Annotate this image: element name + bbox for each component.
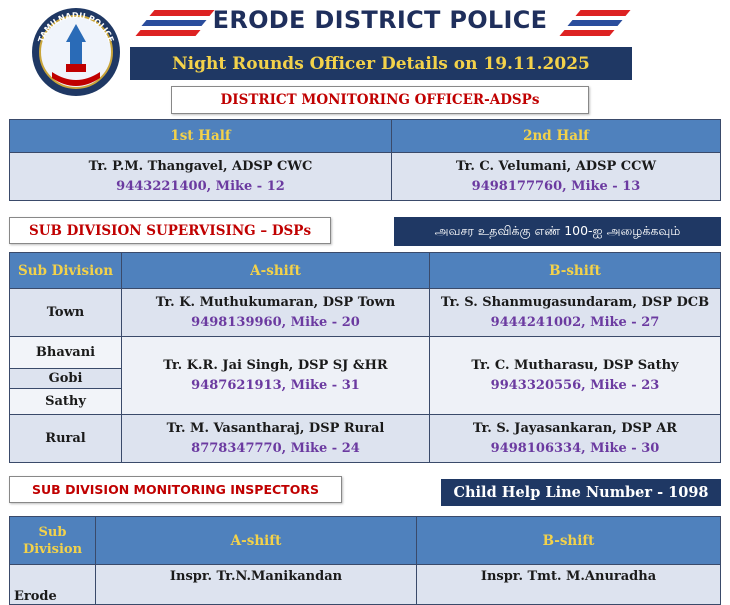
red-stripe-right-2 xyxy=(559,30,614,36)
adsp-header-second-half: 2nd Half xyxy=(392,120,721,153)
inspector-section-label: SUB DIVISION MONITORING INSPECTORS xyxy=(9,476,342,503)
logo-text: TAMILNADU POLICE xyxy=(36,10,116,44)
officer-contact: 8778347770, Mike - 24 xyxy=(191,440,360,456)
dsp-b-shift-cell xyxy=(430,415,721,463)
dsp-a-shift-cell xyxy=(122,337,430,415)
officer-name: Tr. M. Vasantharaj, DSP Rural xyxy=(166,420,385,436)
officer-name: Tr. K.R. Jai Singh, DSP SJ &HR xyxy=(163,357,388,373)
subdivision-town: Town xyxy=(10,289,122,337)
red-stripe-right xyxy=(575,10,630,16)
inspector-header-a-shift: A-shift xyxy=(96,517,417,565)
page-subtitle: Night Rounds Officer Details on 19.11.2025 xyxy=(130,47,632,80)
officer-name: Tr. S. Shanmugasundaram, DSP DCB xyxy=(440,294,710,310)
dsp-header-a-shift: A-shift xyxy=(122,253,430,289)
page-title: ERODE DISTRICT POLICE xyxy=(212,6,548,34)
officer-contact: 9943320556, Mike - 23 xyxy=(490,377,660,393)
officer-name: Tr. K. Muthukumaran, DSP Town xyxy=(155,294,396,310)
officer-contact: 9498177760, Mike - 13 xyxy=(471,178,641,194)
officer-name: Tr. S. Jayasankaran, DSP AR xyxy=(472,420,678,436)
subdivision-group xyxy=(10,337,122,415)
officer-contact: 9443221400, Mike - 12 xyxy=(116,178,285,194)
tamilnadu-police-emblem xyxy=(30,6,122,98)
dsp-header-subdivision: Sub Division xyxy=(10,253,122,289)
adsp-table xyxy=(9,119,721,201)
dsp-a-shift-cell xyxy=(122,415,430,463)
inspector-b-shift-cell xyxy=(417,565,721,605)
child-helpline: Child Help Line Number - 1098 xyxy=(441,479,721,506)
dsp-header-b-shift: B-shift xyxy=(430,253,721,289)
subdivision-erode xyxy=(10,565,96,605)
officer-name: Tr. C. Velumani, ADSP CCW xyxy=(455,158,657,174)
red-stripe-left-2 xyxy=(135,30,200,36)
officer-contact: 9498139960, Mike - 20 xyxy=(191,314,360,330)
adsp-second-half-cell xyxy=(392,153,721,201)
officer-name: Inspr. Tr.N.Manikandan xyxy=(169,569,343,584)
subdivision-gobi: Gobi xyxy=(10,369,121,389)
dsp-b-shift-cell xyxy=(430,337,721,415)
officer-contact: 9444241002, Mike - 27 xyxy=(490,314,660,330)
subdivision-rural: Rural xyxy=(10,415,122,463)
subdivision-erode-label: Erode xyxy=(14,589,57,604)
adsp-header-first-half: 1st Half xyxy=(10,120,392,153)
inspector-table xyxy=(9,516,721,605)
officer-name: Inspr. Tmt. M.Anuradha xyxy=(480,569,657,584)
dsp-section-label: SUB DIVISION SUPERVISING – DSPs xyxy=(9,217,331,244)
officer-name: Tr. C. Mutharasu, DSP Sathy xyxy=(471,357,679,373)
inspector-header-subdivision: Sub Division xyxy=(10,517,96,565)
dsp-a-shift-cell xyxy=(122,289,430,337)
dsp-b-shift-cell xyxy=(430,289,721,337)
inspector-a-shift-cell xyxy=(96,565,417,605)
subdivision-bhavani: Bhavani xyxy=(10,337,121,369)
officer-contact: 9498106334, Mike - 30 xyxy=(490,440,660,456)
blue-stripe-left xyxy=(141,20,206,26)
dsp-table xyxy=(9,252,721,463)
subdivision-sathy: Sathy xyxy=(10,389,121,414)
district-monitoring-label: DISTRICT MONITORING OFFICER-ADSPs xyxy=(171,86,589,114)
officer-contact: 9487621913, Mike - 31 xyxy=(191,377,360,393)
adsp-first-half-cell xyxy=(10,153,392,201)
blue-stripe-right xyxy=(567,20,622,26)
emergency-note: அவசர உதவிக்கு எண் 100-ஐ அழைக்கவும் xyxy=(394,217,721,246)
inspector-header-b-shift: B-shift xyxy=(417,517,721,565)
officer-name: Tr. P.M. Thangavel, ADSP CWC xyxy=(88,158,313,174)
